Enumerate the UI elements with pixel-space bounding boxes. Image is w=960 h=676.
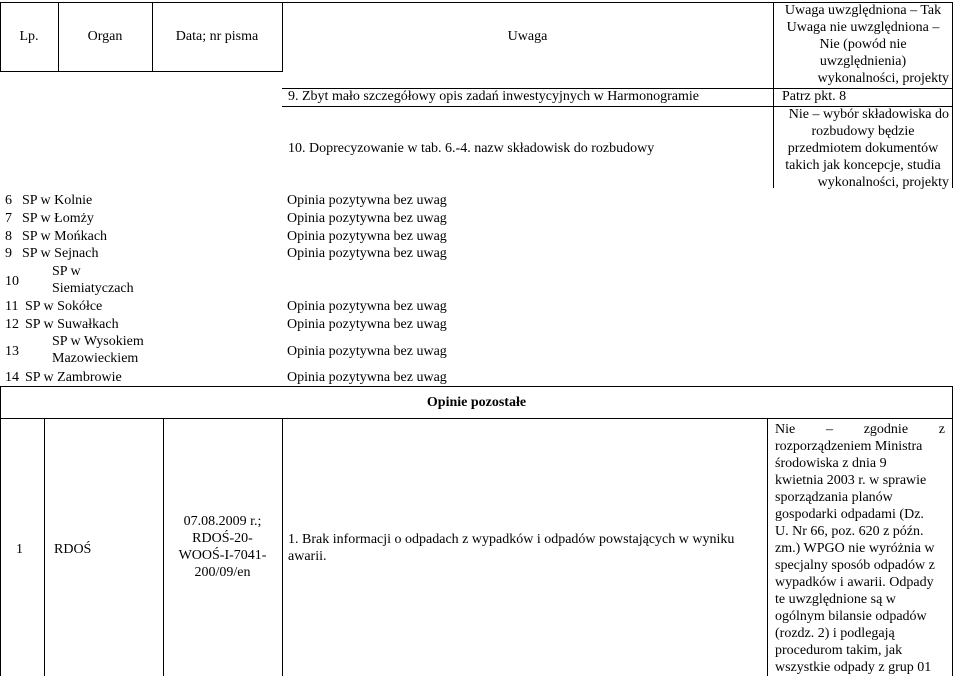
table-border [0, 71, 283, 72]
row-name: Mazowieckiem [52, 351, 139, 366]
rdos-status-line: wypadków i awarii. Odpady [775, 575, 934, 590]
row-opinion: Opinia pozytywna bez uwag [287, 246, 447, 261]
row-number: 9 [5, 246, 12, 261]
row-name: SP w Łomży [22, 211, 94, 226]
rdos-status-line: Nie – zgodnie z [775, 422, 945, 437]
rdos-status-line: sporządzania planów [775, 490, 893, 505]
rdos-status-line: procedurom takim, jak [775, 643, 903, 658]
table-border [163, 418, 164, 676]
row-number: 14 [5, 370, 19, 385]
table-border [952, 2, 953, 188]
table-border [767, 418, 768, 676]
header-status-line: uwzględnienia) [819, 54, 907, 69]
rdos-status-line: (rozdz. 2) i podlegają [775, 626, 895, 641]
table-border [282, 418, 283, 676]
row-opinion: Opinia pozytywna bez uwag [287, 317, 447, 332]
rdos-date-line: 200/09/en [194, 565, 251, 580]
status-9: Patrz pkt. 8 [782, 89, 847, 104]
rdos-date-line: WOOŚ-I-7041- [178, 548, 267, 563]
rdos-status-line: kwietnia 2003 r. w sprawie [775, 473, 927, 488]
remark-9: 9. Zbyt mało szczegółowy opis zadań inwestycyjnych w Harmonogramie [288, 89, 699, 104]
rdos-status-line: te uwzględnione są w [775, 592, 896, 607]
rdos-organ: RDOŚ [54, 542, 92, 557]
status-10-line: takich jak koncepcje, studia [785, 158, 941, 173]
row-opinion: Opinia pozytywna bez uwag [287, 299, 447, 314]
row-number: 13 [5, 344, 19, 359]
row-name: SP w Mońkach [22, 229, 108, 244]
header-data: Data; nr pisma [175, 29, 259, 44]
row-opinion: Opinia pozytywna bez uwag [287, 211, 447, 226]
rdos-status-line: gospodarki odpadami (Dz. [775, 507, 924, 522]
rdos-status-line: ogólnym bilansie odpadów [775, 609, 927, 624]
row-name: SP w Zambrowie [25, 370, 122, 385]
status-continuation: wykonalności, projekty [817, 71, 949, 86]
rdos-date-line: RDOŚ-20- [192, 531, 253, 546]
row-name: SP w [52, 264, 81, 279]
rdos-number: 1 [16, 542, 23, 557]
row-opinion: Opinia pozytywna bez uwag [287, 344, 447, 359]
table-border [0, 386, 953, 387]
table-border [952, 418, 953, 676]
rdos-status-line: U. Nr 66, poz. 620 z późn. [775, 524, 924, 539]
table-border [0, 418, 953, 419]
row-number: 12 [5, 317, 19, 332]
row-opinion: Opinia pozytywna bez uwag [287, 193, 447, 208]
status-10-line: Nie – wybór składowiska do [788, 107, 949, 122]
row-opinion: Opinia pozytywna bez uwag [287, 370, 447, 385]
rdos-remark-line: awarii. [288, 549, 327, 564]
table-border [0, 418, 1, 676]
header-status-line: Uwaga nie uwzględniona – [786, 20, 940, 35]
row-name: Siemiatyczach [52, 281, 134, 296]
row-name: SP w Sokółce [25, 299, 103, 314]
header-status-line: Uwaga uwzględniona – Tak [784, 3, 942, 18]
row-name: SP w Wysokiem [52, 334, 144, 349]
header-status-line: Nie (powód nie [819, 37, 907, 52]
row-name: SP w Suwałkach [25, 317, 119, 332]
header-organ: Organ [87, 29, 123, 44]
row-name: SP w Sejnach [22, 246, 99, 261]
rdos-status-line: specjalny sposób odpadów z [775, 558, 935, 573]
section-title: Opinie pozostałe [426, 395, 527, 410]
row-name: SP w Kolnie [22, 193, 93, 208]
row-number: 6 [5, 193, 12, 208]
table-border [44, 418, 45, 676]
rdos-status-line: zm.) WPGO nie wyróżnia w [775, 541, 935, 556]
rdos-status-line: rozporządzeniem Ministra [775, 439, 923, 454]
row-number: 7 [5, 211, 12, 226]
rdos-status-line: środowiska z dnia 9 [775, 456, 887, 471]
row-number: 8 [5, 229, 12, 244]
remark-10: 10. Doprecyzowanie w tab. 6.-4. nazw składowisk do rozbudowy [288, 141, 655, 156]
row-number: 11 [5, 299, 19, 314]
rdos-date-line: 07.08.2009 r.; [183, 514, 262, 529]
table-border [773, 2, 774, 188]
status-10-line: rozbudowy będzie [811, 124, 915, 139]
row-number: 10 [5, 274, 19, 289]
row-opinion: Opinia pozytywna bez uwag [287, 229, 447, 244]
rdos-remark-line: 1. Brak informacji o odpadach z wypadków i odpadów powstających w wyniku [288, 532, 735, 547]
status-10-line: wykonalności, projekty [817, 175, 949, 190]
rdos-status-line: wszystkie odpady z grup 01 [775, 660, 932, 675]
header-lp: Lp. [19, 29, 39, 44]
header-uwaga: Uwaga [507, 29, 548, 44]
status-10-line: przedmiotem dokumentów [787, 141, 939, 156]
